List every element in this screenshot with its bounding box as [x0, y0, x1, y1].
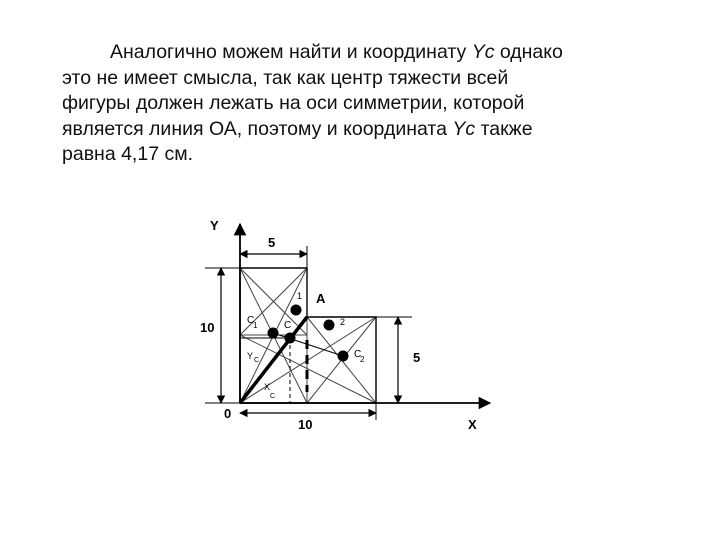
centroid-dot-c1 [268, 328, 279, 339]
label-xc-sub: C [270, 393, 276, 400]
figure-svg [185, 205, 505, 440]
dim-right-label: 5 [413, 350, 421, 365]
label-c: C [284, 320, 292, 331]
centroid-figure [185, 205, 505, 440]
line1-part-b: однако [494, 41, 563, 63]
dim-bottom-label: 10 [298, 417, 313, 432]
centroid-dot-section2 [324, 320, 335, 331]
text-line-4 [62, 117, 702, 143]
text-paragraph [62, 40, 702, 168]
section-2-label: 2 [340, 317, 346, 327]
label-c1-main: C [247, 315, 255, 326]
origin-label: 0 [224, 406, 232, 421]
point-a-label: A [316, 291, 326, 306]
line4-part-a: является линия ОА, поэтому и координата [62, 117, 453, 140]
line4-variable-yc: Yc [452, 117, 476, 140]
dim-top-label: 5 [268, 235, 276, 250]
label-yc-main: Y [247, 351, 254, 361]
dim-left-label: 10 [200, 320, 215, 335]
section-1-label: 1 [297, 291, 303, 301]
x-axis-label: X [468, 417, 477, 432]
label-xc-main: X [264, 382, 271, 392]
centroid-dot-c [285, 333, 296, 344]
centroid-dot-section1-upper [291, 305, 302, 316]
text-line-2: это не имеет смысла, так как центр тяжести всей [62, 66, 509, 89]
line1-part-a: Аналогично можем найти и координату [110, 41, 472, 63]
text-line-1 [62, 40, 702, 66]
label-yc-sub: C [254, 357, 260, 364]
text-line-3: фигуры должен лежать на оси симметрии, которой [62, 92, 525, 114]
text-line-5: равна 4,17 см. [62, 143, 194, 165]
line4-part-b: также [475, 117, 533, 140]
label-c1-sub: 1 [253, 321, 258, 330]
centroid-dot-c2 [338, 351, 349, 362]
label-c2-sub: 2 [360, 355, 365, 364]
label-c2-main: C [354, 349, 362, 360]
line1-variable-yc: Yc [471, 41, 495, 63]
y-axis-label: Y [210, 218, 219, 233]
